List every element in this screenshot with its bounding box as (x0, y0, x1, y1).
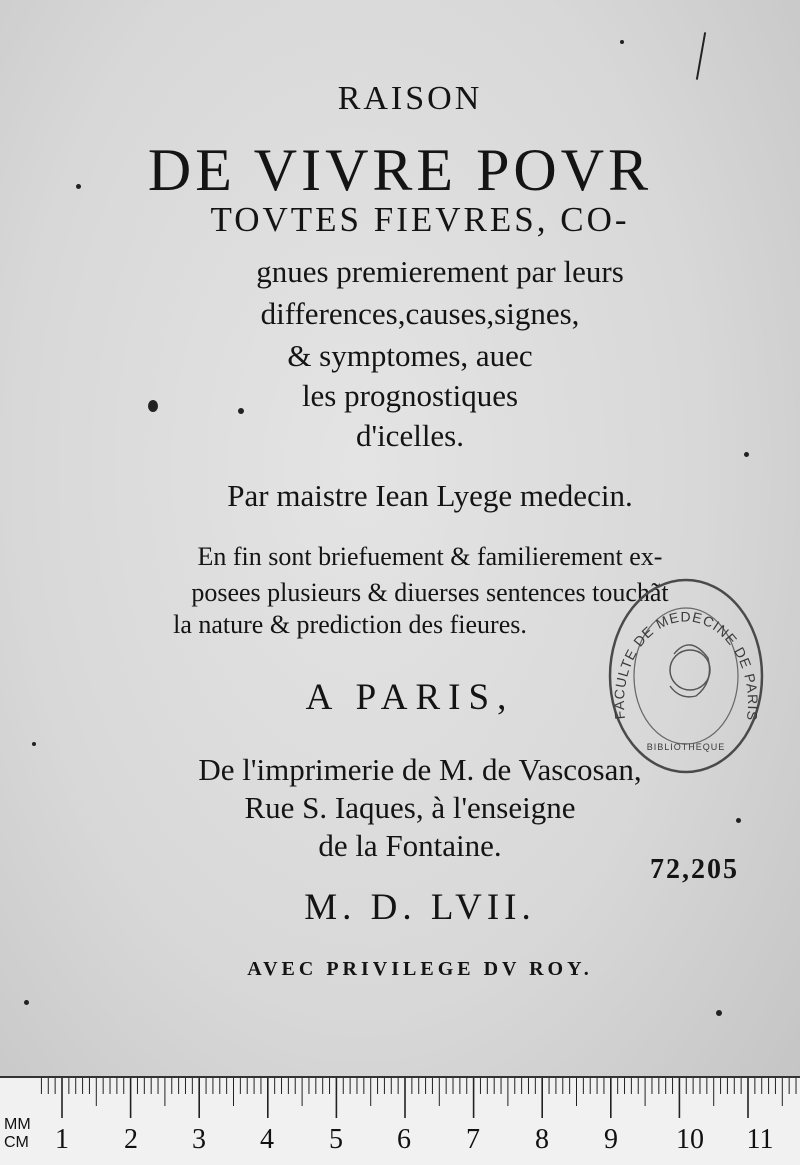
author-line: Par maistre Iean Lyege medecin. (227, 478, 633, 513)
title-line-6: & symptomes, auec (287, 338, 533, 373)
date-line: M. D. LVII. (304, 887, 536, 928)
ink-speck (620, 40, 624, 44)
title-line-4: gnues premierement par leurs (256, 254, 624, 289)
library-stamp (604, 574, 768, 778)
ink-speck (716, 1010, 722, 1016)
ruler-number: 7 (466, 1124, 480, 1155)
ruler-number: 1 (55, 1124, 69, 1155)
title-line-8: d'icelles. (355, 418, 464, 453)
place-line: A PARIS, (305, 677, 515, 718)
ruler-unit-cm: CM (4, 1134, 29, 1151)
title-line-1: RAISON (337, 80, 483, 117)
description-line-3: la nature & prediction des fieures. (173, 610, 527, 639)
ruler-number: 9 (604, 1124, 618, 1155)
svg-text:FACULTE DE MEDECINE DE PARIS (611, 608, 761, 722)
title-line-5: differences,causes,signes, (260, 296, 580, 331)
ruler-number: 3 (192, 1124, 206, 1155)
title-line-2: DE VIVRE POVR (147, 137, 653, 203)
stamp-text: FACULTE DE MEDECINE DE PARIS (610, 608, 762, 723)
ruler-number: 4 (260, 1124, 274, 1155)
ruler-number: 10 (676, 1124, 704, 1155)
description-line-1: En fin sont briefuement & familierement ex- (197, 542, 663, 571)
stamp-graphic (604, 574, 768, 778)
privilege-line: AVEC PRIVILEGE DV ROY. (247, 958, 593, 980)
title-line-3: TOVTES FIEVRES, CO- (210, 200, 630, 239)
title-line-7: les prognostiques (301, 378, 519, 413)
scale-ruler (0, 1076, 800, 1165)
stamp-subtext: BIBLIOTHEQUE (646, 742, 726, 752)
ruler-number: 2 (124, 1124, 138, 1155)
ruler-number: 11 (746, 1124, 774, 1155)
ruler-unit-mm: MM (4, 1116, 31, 1133)
ruler-number: 8 (535, 1124, 549, 1155)
printer-line-1: De l'imprimerie de M. de Vascosan, (198, 752, 642, 787)
ruler-number: 5 (329, 1124, 343, 1155)
description-line-2: posees plusieurs & diuerses sentences touchãt (191, 578, 669, 607)
ink-speck (32, 742, 36, 746)
printer-line-2: Rue S. Iaques, à l'enseigne (244, 790, 576, 825)
printer-line-3: de la Fontaine. (318, 828, 502, 863)
shelf-number: 72,205 (650, 854, 739, 885)
pen-mark (696, 32, 706, 80)
ruler-number: 6 (397, 1124, 411, 1155)
ink-speck (24, 1000, 29, 1005)
